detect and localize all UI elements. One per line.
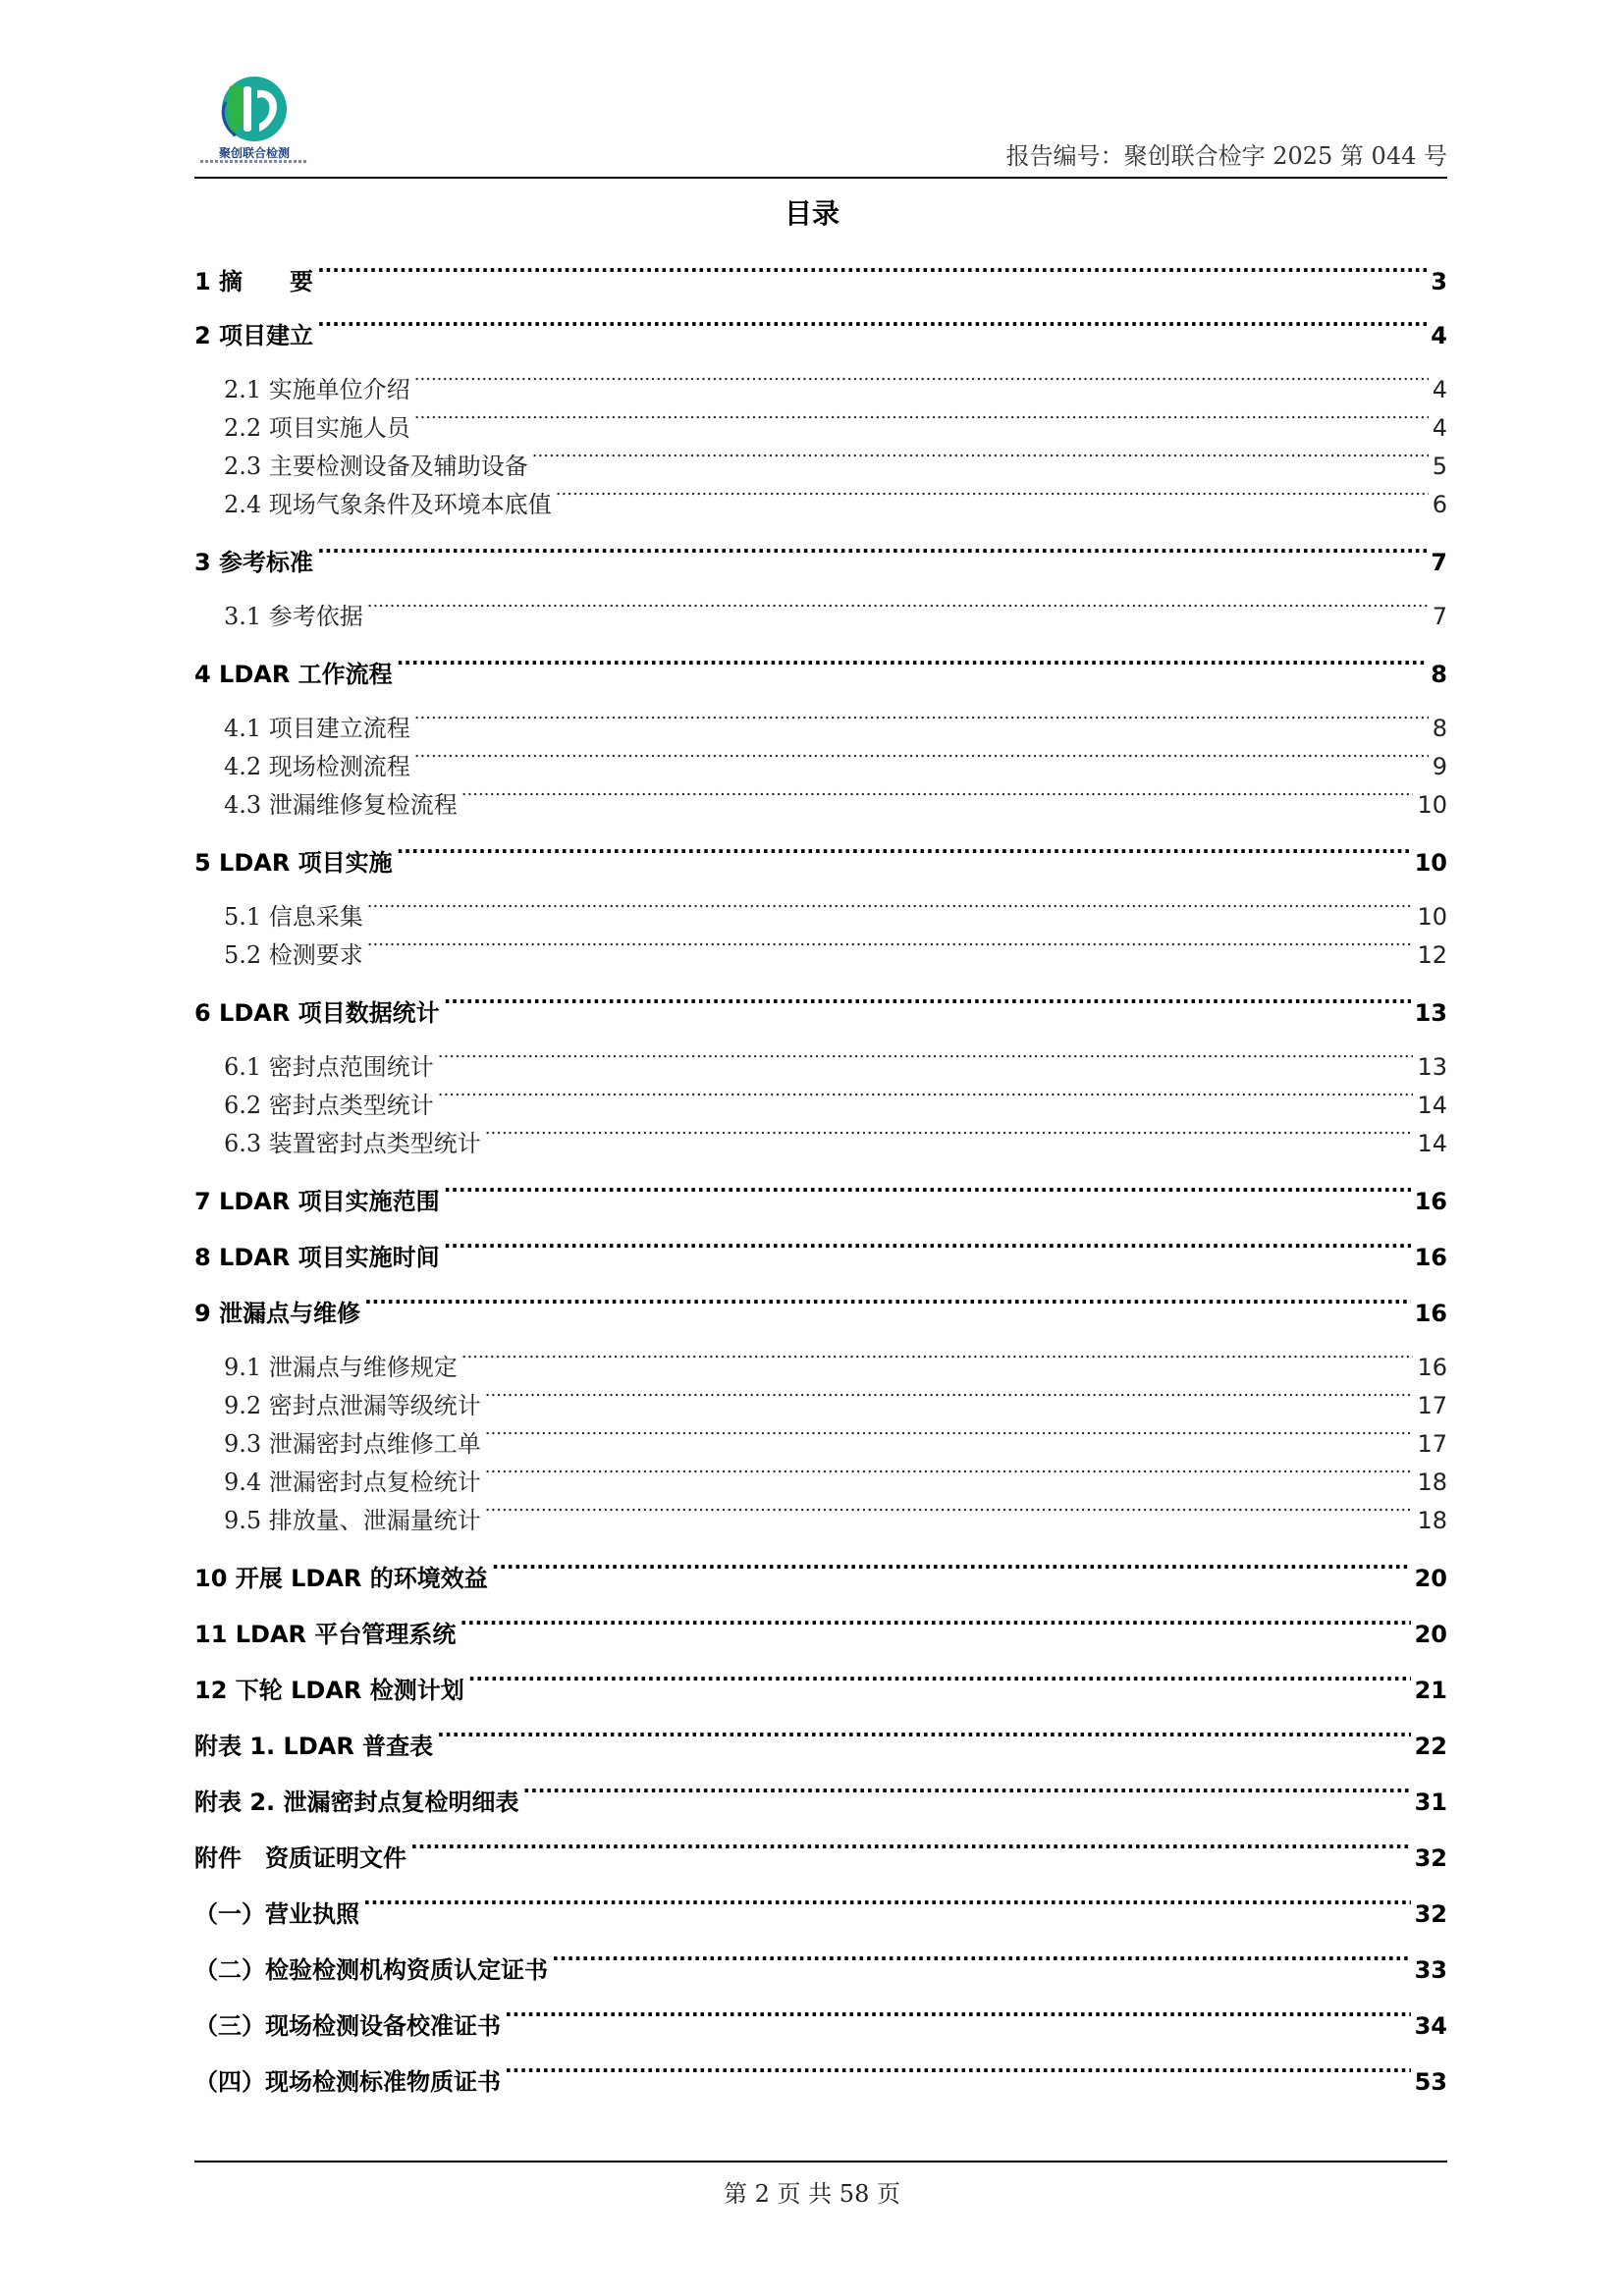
toc-entry[interactable] (194, 1082, 1447, 1119)
toc-entry-page: 32 (1414, 1844, 1447, 1872)
toc-dot-leader (317, 256, 1427, 290)
toc-entry-page: 16 (1414, 1300, 1447, 1327)
toc-dot-leader (317, 537, 1427, 570)
toc-entry-page: 4 (1432, 414, 1447, 442)
toc-entry-page: 13 (1417, 1053, 1447, 1081)
toc-entry[interactable] (194, 1459, 1447, 1496)
toc-entry-label: 2.1 实施单位介绍 (224, 376, 410, 403)
toc-entry[interactable] (194, 366, 1447, 403)
toc-entry-label: 3.1 参考依据 (224, 603, 363, 630)
toc-entry[interactable] (194, 1609, 1447, 1648)
toc-dot-leader (485, 1382, 1414, 1414)
toc-entry-label: 9.3 泄漏密封点维修工单 (224, 1430, 481, 1458)
toc-entry-label: 3 参考标准 (194, 549, 314, 576)
toc-entry-label: 附表 1. LDAR 普查表 (194, 1733, 434, 1760)
toc-entry[interactable] (194, 1553, 1447, 1592)
toc-entry[interactable] (194, 2056, 1447, 2096)
toc-dot-leader (485, 1497, 1414, 1528)
toc-entry-page: 20 (1414, 1621, 1447, 1648)
toc-entry-page: 10 (1417, 791, 1447, 819)
toc-dot-leader (317, 310, 1427, 344)
toc-entry-page: 31 (1414, 1789, 1447, 1816)
toc-entry-page: 14 (1417, 1092, 1447, 1119)
toc-dot-leader (363, 1889, 1411, 1922)
toc-dot-leader (485, 1459, 1414, 1490)
toc-entry-label: （四）现场检测标准物质证书 (194, 2068, 501, 2096)
toc-entry[interactable] (194, 1497, 1447, 1534)
toc-entry-label: （二）检验检测机构资质认定证书 (194, 1956, 548, 1984)
toc-entry[interactable] (194, 256, 1447, 295)
toc-entry-page: 53 (1414, 2068, 1447, 2096)
toc-entry[interactable] (194, 481, 1447, 518)
toc-entry[interactable] (194, 1889, 1447, 1928)
toc-entry-page: 14 (1417, 1130, 1447, 1157)
page-title: 目录 (784, 197, 839, 230)
toc-entry-label: 4 LDAR 工作流程 (194, 661, 393, 688)
toc-entry[interactable] (194, 837, 1447, 877)
toc-dot-leader (460, 1609, 1410, 1642)
toc-entry[interactable] (194, 932, 1447, 969)
report-number: 报告编号：聚创联合检字 2025 第 044 号 (1005, 142, 1447, 170)
toc-entry-label: 附表 2. 泄漏密封点复检明细表 (194, 1789, 519, 1816)
toc-entry-label: 4.1 项目建立流程 (224, 715, 410, 742)
toc-entry-label: 4.2 现场检测流程 (224, 753, 410, 780)
header-divider (194, 177, 1447, 179)
toc-dot-leader (556, 481, 1429, 512)
toc-dot-leader (397, 649, 1428, 682)
toc-entry[interactable] (194, 1721, 1447, 1760)
toc-entry-label: 附件 资质证明文件 (194, 1844, 406, 1872)
toc-entry[interactable] (194, 1665, 1447, 1704)
toc-entry[interactable] (194, 893, 1447, 931)
toc-dot-leader (414, 366, 1429, 398)
toc-dot-leader (552, 1945, 1411, 1978)
toc-dot-leader (468, 1665, 1411, 1698)
toc-entry-page: 3 (1431, 268, 1447, 295)
toc-entry-page: 5 (1432, 453, 1447, 480)
toc-entry[interactable] (194, 1833, 1447, 1872)
toc-dot-leader (414, 404, 1429, 436)
toc-entry-page: 18 (1417, 1507, 1447, 1534)
toc-dot-leader (438, 1043, 1414, 1075)
toc-entry-label: 10 开展 LDAR 的环境效益 (194, 1565, 488, 1592)
logo-text: 聚创联合检测 (218, 146, 290, 160)
toc-dot-leader (367, 593, 1429, 624)
toc-entry[interactable] (194, 1777, 1447, 1816)
toc-entry-label: （三）现场检测设备校准证书 (194, 2012, 501, 2040)
toc-entry-page: 4 (1431, 322, 1447, 349)
toc-entry-page: 13 (1414, 999, 1447, 1027)
toc-entry-page: 32 (1414, 1900, 1447, 1928)
toc-dot-leader (532, 443, 1429, 474)
toc-entry[interactable] (194, 743, 1447, 780)
toc-entry-page: 20 (1414, 1565, 1447, 1592)
toc-entry-label: 9.4 泄漏密封点复检统计 (224, 1468, 481, 1496)
toc-entry-page: 8 (1431, 661, 1447, 688)
toc-entry-label: 12 下轮 LDAR 检测计划 (194, 1677, 464, 1704)
toc-entry-label: 9.5 排放量、泄漏量统计 (224, 1507, 481, 1534)
toc-entry-label: 9.1 泄漏点与维修规定 (224, 1354, 458, 1381)
toc-entry[interactable] (194, 443, 1447, 480)
toc-entry-label: 6.2 密封点类型统计 (224, 1092, 434, 1119)
toc-entry-label: （一）营业执照 (194, 1900, 359, 1928)
toc-entry[interactable] (194, 1344, 1447, 1381)
toc-entry-page: 18 (1417, 1468, 1447, 1496)
toc-entry-page: 7 (1431, 549, 1447, 576)
footer-divider (194, 2161, 1447, 2163)
toc-entry-page: 16 (1417, 1354, 1447, 1381)
toc-entry[interactable] (194, 1232, 1447, 1271)
toc-entry-label: 9.2 密封点泄漏等级统计 (224, 1392, 481, 1419)
toc-entry-page: 17 (1417, 1430, 1447, 1458)
toc-dot-leader (444, 1176, 1411, 1209)
toc-dot-leader (461, 781, 1414, 813)
toc-dot-leader (438, 1082, 1414, 1113)
toc-entry-page: 9 (1432, 753, 1447, 780)
toc-entry-label: 9 泄漏点与维修 (194, 1300, 361, 1327)
toc-entry-page: 34 (1414, 2012, 1447, 2040)
toc-dot-leader (367, 893, 1414, 925)
toc-entry[interactable] (194, 1945, 1447, 1984)
toc-entry[interactable] (194, 1043, 1447, 1081)
toc-entry[interactable] (194, 593, 1447, 630)
toc-entry-label: 7 LDAR 项目实施范围 (194, 1188, 440, 1215)
toc-dot-leader (505, 2056, 1411, 2090)
toc-entry[interactable] (194, 781, 1447, 819)
toc-dot-leader (505, 2001, 1411, 2034)
logo-mark-icon (200, 73, 308, 145)
toc-entry[interactable] (194, 988, 1447, 1027)
toc-entry-page: 8 (1432, 715, 1447, 742)
toc-entry-page: 10 (1417, 903, 1447, 931)
logo-subtext-decoration (200, 160, 308, 163)
toc-entry[interactable] (194, 1120, 1447, 1157)
page-footer: 第 2 页 共 58 页 (724, 2180, 900, 2208)
toc-dot-leader (414, 705, 1429, 736)
toc-entry-label: 4.3 泄漏维修复检流程 (224, 791, 458, 819)
toc-dot-leader (492, 1553, 1411, 1586)
toc-entry-page: 22 (1414, 1733, 1447, 1760)
toc-entry[interactable] (194, 404, 1447, 442)
toc-entry[interactable] (194, 705, 1447, 742)
toc-dot-leader (444, 1232, 1411, 1265)
toc-dot-leader (444, 988, 1411, 1021)
toc-dot-leader (461, 1344, 1414, 1375)
company-logo (200, 73, 308, 167)
toc-entry-page: 7 (1432, 603, 1447, 630)
toc-entry-label: 5 LDAR 项目实施 (194, 849, 393, 877)
toc-entry-page: 16 (1414, 1188, 1447, 1215)
toc-entry[interactable] (194, 1288, 1447, 1327)
toc-entry-label: 8 LDAR 项目实施时间 (194, 1244, 440, 1271)
toc-entry-label: 11 LDAR 平台管理系统 (194, 1621, 457, 1648)
toc-dot-leader (397, 837, 1411, 871)
toc-entry-label: 6.1 密封点范围统计 (224, 1053, 434, 1081)
toc-entry-label: 1 摘 要 (194, 268, 314, 295)
toc-entry-label: 2.2 项目实施人员 (224, 414, 410, 442)
toc-entry-label: 2 项目建立 (194, 322, 314, 349)
toc-entry-label: 5.2 检测要求 (224, 941, 363, 969)
toc-dot-leader (437, 1721, 1410, 1754)
toc-entry-page: 10 (1414, 849, 1447, 877)
toc-dot-leader (523, 1777, 1411, 1810)
toc-dot-leader (485, 1120, 1414, 1151)
toc-entry-label: 2.3 主要检测设备及辅助设备 (224, 453, 528, 480)
toc-entry-label: 5.1 信息采集 (224, 903, 363, 931)
toc-entry-page: 12 (1417, 941, 1447, 969)
toc-entry[interactable] (194, 649, 1447, 688)
toc-entry-page: 21 (1414, 1677, 1447, 1704)
toc-entry-page: 33 (1414, 1956, 1447, 1984)
toc-dot-leader (364, 1288, 1411, 1321)
toc-entry[interactable] (194, 2001, 1447, 2040)
toc-entry-label: 6 LDAR 项目数据统计 (194, 999, 440, 1027)
toc-dot-leader (367, 932, 1414, 963)
toc-entry[interactable] (194, 310, 1447, 349)
toc-entry[interactable] (194, 1420, 1447, 1458)
toc-entry[interactable] (194, 1382, 1447, 1419)
toc-dot-leader (485, 1420, 1414, 1452)
toc-entry-page: 6 (1432, 491, 1447, 518)
toc-entry-page: 16 (1414, 1244, 1447, 1271)
toc-dot-leader (410, 1833, 1411, 1866)
toc-entry-page: 17 (1417, 1392, 1447, 1419)
toc-entry-page: 4 (1432, 376, 1447, 403)
toc-entry[interactable] (194, 1176, 1447, 1215)
toc-entry-label: 6.3 装置密封点类型统计 (224, 1130, 481, 1157)
toc-entry-label: 2.4 现场气象条件及环境本底值 (224, 491, 552, 518)
toc-dot-leader (414, 743, 1429, 774)
toc-entry[interactable] (194, 537, 1447, 576)
